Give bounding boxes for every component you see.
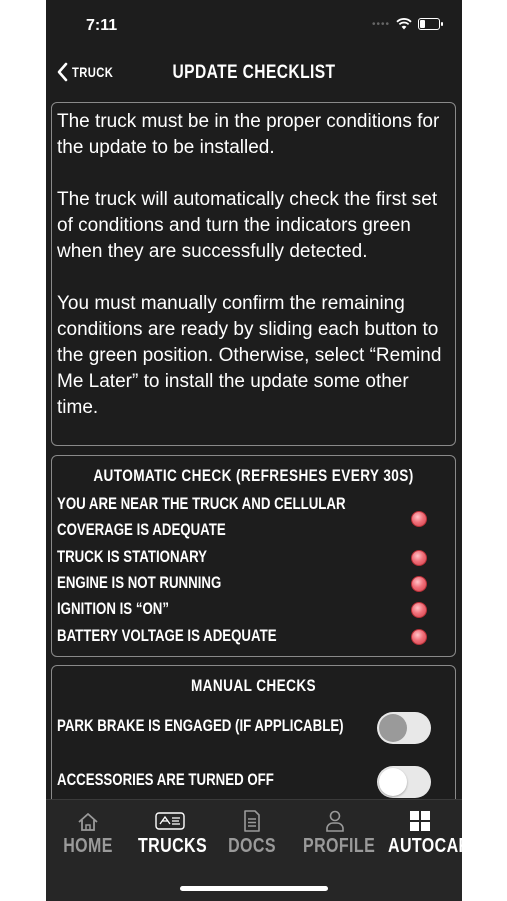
page-title: UPDATE CHECKLIST — [172, 62, 336, 83]
intro-paragraph: The truck will automatically check the first set of conditions and turn the indicators green when they are successfully detected. — [57, 189, 438, 262]
status-indicator-ignition — [411, 602, 427, 618]
tab-label: AUTOCAR — [388, 835, 471, 857]
manual-checks-title: MANUAL CHECKS — [190, 676, 317, 695]
tab-trucks[interactable] — [130, 808, 210, 858]
autocar-truck-logo-icon — [155, 810, 185, 832]
automatic-check-title: AUTOMATIC CHECK (REFRESHES EVERY 30S) — [93, 466, 414, 485]
status-time: 7:11 — [86, 17, 118, 34]
status-indicator-near-truck — [411, 511, 427, 527]
intro-paragraph: You must manually confirm the remaining conditions are ready by sliding each button to the green position. Otherwise, select “Remind Me Later” to install the update some other time. — [57, 293, 442, 418]
home-indicator — [180, 886, 328, 891]
intro-panel — [51, 102, 456, 446]
park-brake-toggle[interactable] — [377, 712, 431, 744]
back-label: TRUCK — [72, 64, 114, 80]
cellular-signal-icon: •••• — [371, 18, 390, 30]
tab-label: HOME — [63, 835, 113, 857]
tab-autocar[interactable] — [380, 808, 471, 858]
tab-docs[interactable] — [212, 808, 292, 858]
intro-paragraph: The truck must be in the proper conditions for the update to be installed. — [57, 111, 440, 158]
status-icons — [372, 18, 440, 30]
check-item-ignition: IGNITION IS “ON” — [57, 599, 169, 618]
toggle-knob — [379, 714, 407, 742]
accessories-toggle[interactable] — [377, 766, 431, 798]
tab-profile[interactable] — [295, 808, 375, 858]
battery-icon — [418, 18, 440, 30]
status-indicator-battery — [411, 629, 427, 645]
check-item-battery: BATTERY VOLTAGE IS ADEQUATE — [57, 626, 277, 645]
phone-screen — [46, 0, 471, 900]
person-icon — [325, 810, 345, 832]
document-icon — [243, 810, 261, 832]
navigation-bar — [46, 56, 462, 92]
manual-checks-panel — [51, 665, 456, 815]
toggle-knob — [379, 768, 407, 796]
check-item-stationary: TRUCK IS STATIONARY — [57, 547, 208, 566]
check-item-engine: ENGINE IS NOT RUNNING — [57, 573, 222, 592]
check-item-near-truck-line1: YOU ARE NEAR THE TRUCK AND CELLULAR — [57, 494, 346, 513]
status-indicator-engine — [411, 576, 427, 592]
tab-label: DOCS — [228, 835, 276, 857]
wifi-icon — [396, 18, 412, 30]
manual-item-park-brake: PARK BRAKE IS ENGAGED (IF APPLICABLE) — [57, 716, 344, 735]
check-item-near-truck-line2: COVERAGE IS ADEQUATE — [57, 520, 226, 539]
status-indicator-stationary — [411, 550, 427, 566]
status-bar — [46, 0, 462, 50]
tab-label: PROFILE — [303, 835, 376, 857]
automatic-check-panel — [51, 455, 456, 657]
chevron-left-icon — [56, 62, 68, 82]
manual-item-accessories: ACCESSORIES ARE TURNED OFF — [57, 770, 274, 789]
grid-icon — [409, 810, 431, 832]
tab-label: TRUCKS — [138, 835, 208, 857]
tab-home[interactable] — [48, 808, 128, 858]
home-icon — [77, 812, 99, 832]
